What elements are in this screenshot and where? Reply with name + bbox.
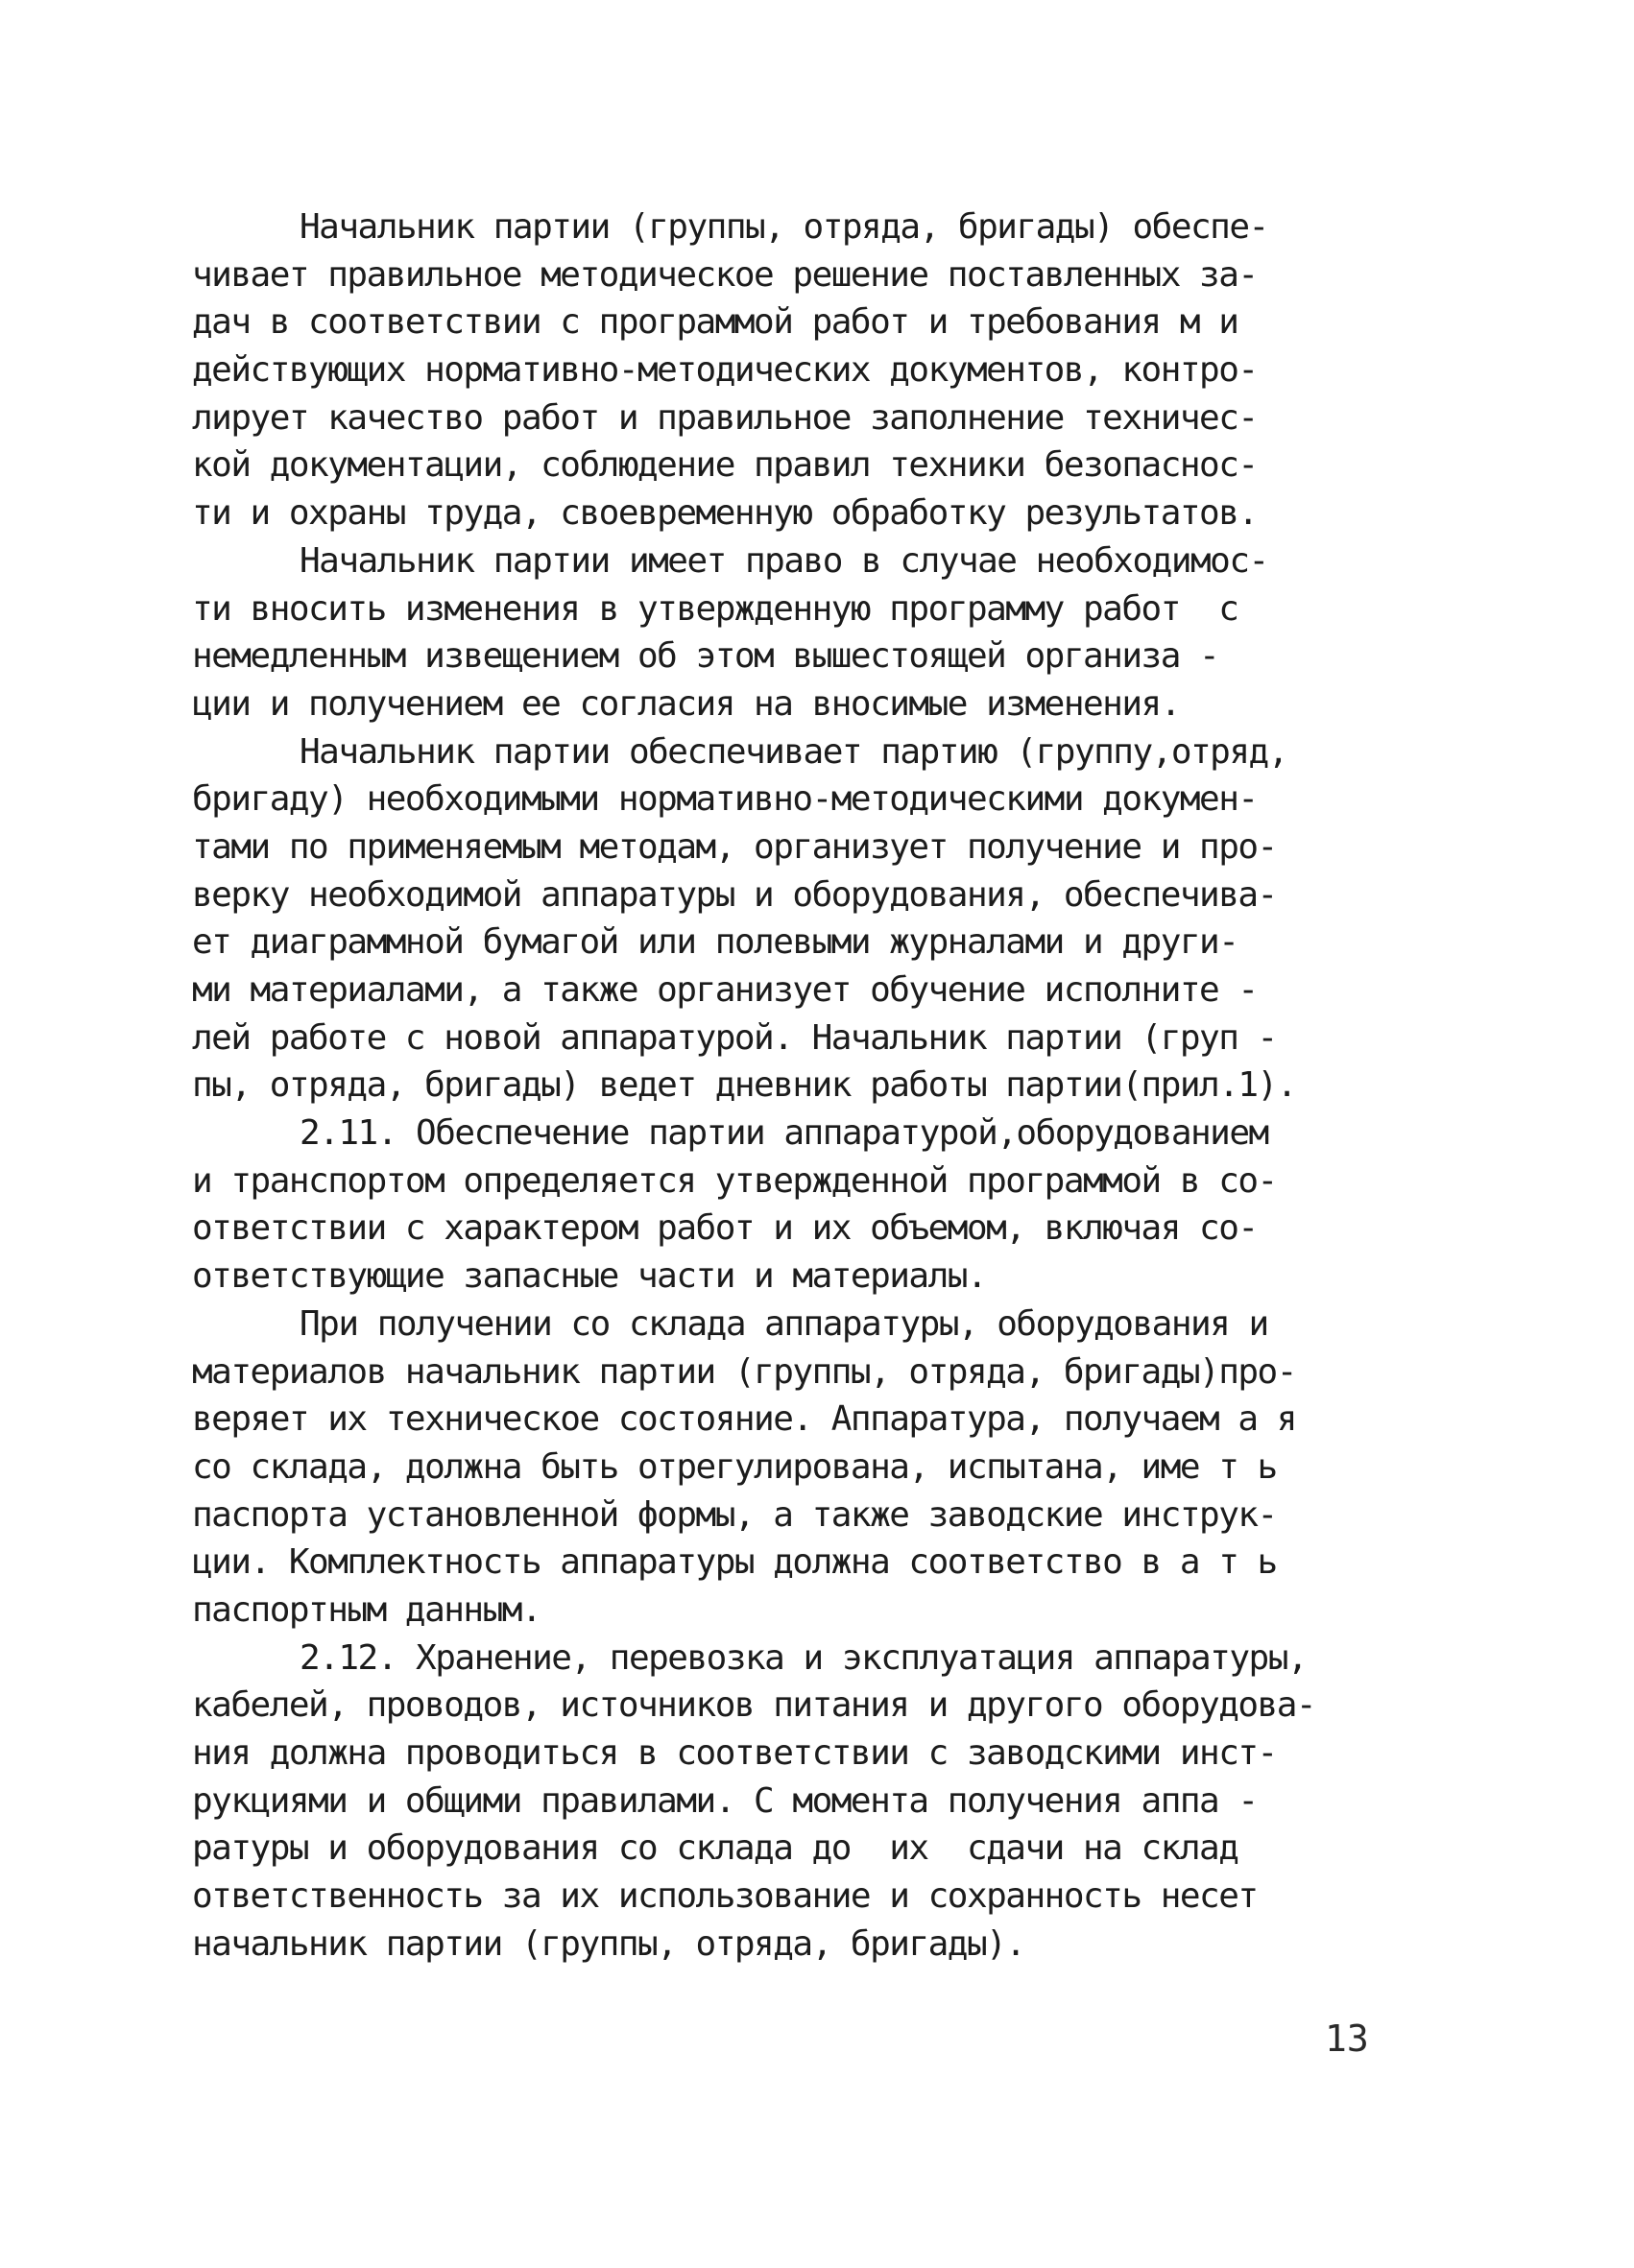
text-line: кабелей, проводов, источников питания и другого оборудова-	[192, 1685, 1316, 1726]
text-line: ции и получением ее согласия на вносимые изменения.	[192, 683, 1180, 724]
text-line: Начальник партии обеспечивает партию (группу,отряд,	[300, 731, 1287, 772]
text-line: ратуры и оборудования со склада до их сдачи на склад	[192, 1828, 1238, 1869]
text-line: ответствии с характером работ и их объемом, включая со-	[192, 1208, 1258, 1249]
text-line: ми материалами, а также организует обучение исполните -	[192, 970, 1258, 1010]
text-line: лирует качество работ и правильное заполнение техничес-	[192, 397, 1258, 438]
text-line: действующих нормативно-методических документов, контро-	[192, 350, 1258, 391]
text-line: При получении со склада аппаратуры, оборудования и	[300, 1303, 1268, 1344]
text-line: ти и охраны труда, своевременную обработку результатов.	[192, 493, 1258, 534]
text-line: Начальник партии имеет право в случае необходимос-	[300, 540, 1268, 581]
text-line: веряет их техническое состояние. Аппаратура, получаем а я	[192, 1399, 1296, 1440]
text-line: Начальник партии (группы, отряда, бригады) обеспе-	[300, 207, 1268, 247]
text-line: дач в соответствии с программой работ и требования м и	[192, 302, 1238, 343]
text-line: паспорта установленной формы, а также заводские инструк-	[192, 1494, 1277, 1535]
text-line: ответственность за их использование и сохранность несет	[192, 1876, 1258, 1917]
text-line: и транспортом определяется утвержденной программой в со-	[192, 1160, 1277, 1201]
text-line: паспортным данным.	[192, 1589, 541, 1630]
body-text	[192, 203, 1445, 1968]
text-line: бригаду) необходимыми нормативно-методическими докумен-	[192, 779, 1258, 820]
text-line: ответствующие запасные части и материалы.	[192, 1256, 987, 1297]
text-line: 2.12. Хранение, перевозка и эксплуатация аппаратуры,	[300, 1637, 1308, 1678]
text-line: немедленным извещением об этом вышестоящей организа -	[192, 636, 1219, 677]
text-line: рукциями и общими правилами. С момента получения аппа -	[192, 1780, 1258, 1821]
text-line: со склада, должна быть отрегулирована, испытана, име т ь	[192, 1446, 1277, 1487]
text-line: лей работе с новой аппаратурой. Начальник партии (груп -	[192, 1017, 1277, 1058]
text-line: чивает правильное методическое решение поставленных за-	[192, 254, 1258, 295]
text-line: материалов начальник партии (группы, отряда, бригады)про-	[192, 1351, 1296, 1392]
text-line: 2.11. Обеспечение партии аппаратурой,оборудованием	[300, 1113, 1268, 1154]
text-line: ти вносить изменения в утвержденную программу работ с	[192, 588, 1238, 629]
text-line: начальник партии (группы, отряда, бригады).	[192, 1923, 1025, 1964]
text-line: верку необходимой аппаратуры и оборудования, обеспечива-	[192, 874, 1277, 915]
text-line: кой документации, соблюдение правил техники безопаснос-	[192, 445, 1258, 486]
page-number: 13	[1325, 2017, 1369, 2060]
text-line: ния должна проводиться в соответствии с заводскими инст-	[192, 1733, 1277, 1773]
text-line: ет диаграммной бумагой или полевыми журналами и други-	[192, 922, 1238, 963]
text-line: ции. Комплектность аппаратуры должна соответство в а т ь	[192, 1542, 1277, 1583]
text-line: пы, отряда, бригады) ведет дневник работы партии(прил.1).	[192, 1065, 1296, 1106]
text-line: тами по применяемым методам, организует получение и про-	[192, 826, 1277, 867]
